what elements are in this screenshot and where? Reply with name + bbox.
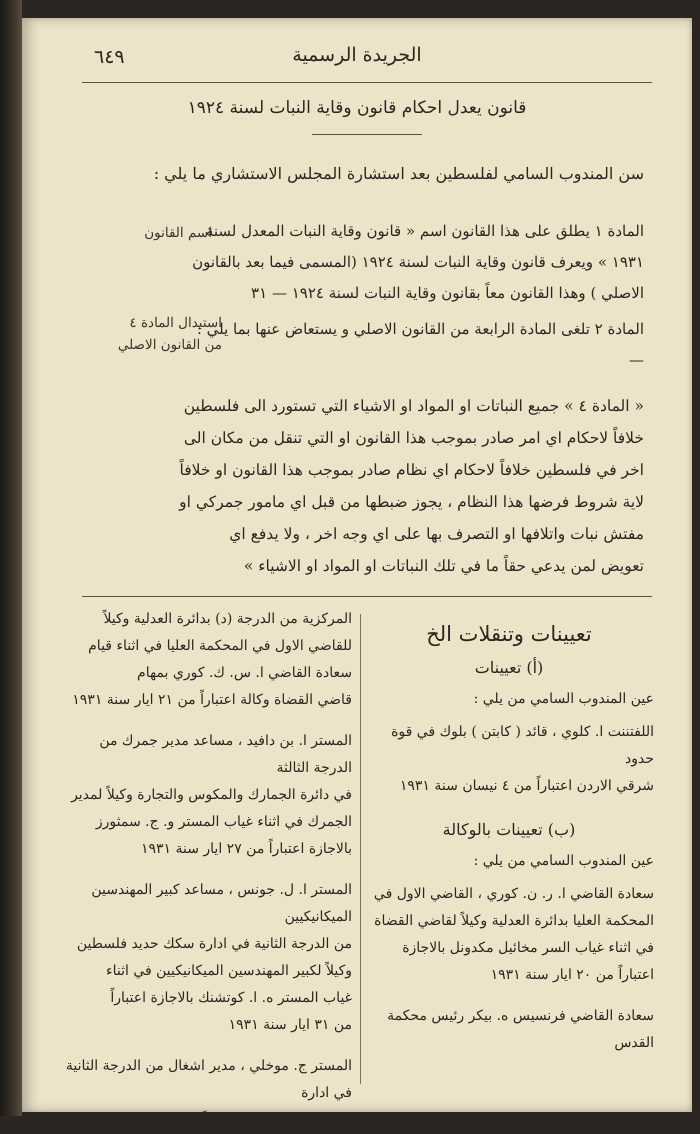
quote-line: تعويض لمن يدعي حقاً ما في تلك النباتات او المواد او الاشياء » xyxy=(243,557,644,575)
enacting-clause: سن المندوب السامي لفلسطين بعد استشارة المجلس الاستشاري ما يلي : xyxy=(153,164,644,183)
appointment-entry xyxy=(364,1003,654,1057)
entry-line: في اثناء غياب السر مخائيل مكدونل بالاجازة xyxy=(402,940,654,956)
quote-line: اخر في فلسطين خلافاً لاحكام اي نظام صادر بموجب هذا القانون او خلافاً xyxy=(179,461,644,479)
entry-line: اعتباراً من ٢٠ ايار سنة ١٩٣١ xyxy=(490,967,654,983)
section-divider xyxy=(82,596,652,597)
continued-column xyxy=(62,606,352,1134)
article2-margin-line: من القانون الاصلي xyxy=(117,337,222,353)
appointment-entry xyxy=(364,719,654,800)
book-binding xyxy=(0,0,22,1116)
entry-line: اللفتننت ا. كلوي ، قائد ( كابتن ) بلوك في قوة حدود xyxy=(391,724,654,767)
quote-line: خلافاً لاحكام اي امر صادر بموجب هذا القانون او التي تنقل من مكان الى xyxy=(183,429,644,447)
article-2: المادة ٢ تلغى المادة الرابعة من القانون الاصلي و يستعاض عنها بما يلي :— xyxy=(196,320,644,369)
article-1-line: الاصلي ) وهذا القانون معاً بقانون وقاية النبات لسنة ١٩٢٤ — ٣١ xyxy=(251,284,644,302)
entry-line: شرقي الاردن اعتباراً من ٤ نيسان سنة ١٩٣١ xyxy=(399,778,654,794)
gazette-page xyxy=(22,18,692,1128)
subsection-a-title: (أ) تعيينات xyxy=(474,658,544,677)
law-title: قانون يعدل احكام قانون وقاية النبات لسنة ١٩٢٤ xyxy=(187,98,527,118)
entry-line: من ٣١ ايار سنة ١٩٣١ xyxy=(228,1017,352,1033)
article-1-line: المادة ١ يطلق على هذا القانون اسم « قانون وقاية النبات المعدل لسنة xyxy=(205,222,644,240)
title-underline xyxy=(312,134,422,135)
entry-line: وكيلاً لكبير المهندسين الميكانيكيين في اثناء xyxy=(106,963,352,979)
subsection-b-title: (ب) تعيينات بالوكالة xyxy=(442,820,576,839)
column-divider xyxy=(360,614,361,1084)
entry-line: للقاضي الاول في المحكمة العليا في اثناء قيام xyxy=(88,638,352,654)
entry-line: بالاجازة اعتباراً من ٢٧ ايار سنة ١٩٣١ xyxy=(140,841,352,857)
entry-line: من الدرجة الثانية في ادارة سكك حديد فلسطين xyxy=(76,936,352,952)
page-title: الجريدة الرسمية xyxy=(292,44,422,66)
subsection-a-intro: عين المندوب السامي من يلي : xyxy=(473,691,654,707)
header-divider xyxy=(82,82,652,83)
entry-line: غياب المستر ه. ا. كوتشنك بالاجازة اعتباراً xyxy=(110,990,352,1006)
entry-line: سكك حديد فلسطين وكيلاً لمساعد كبير xyxy=(127,1112,352,1128)
appointment-entry xyxy=(62,728,352,863)
appointments-column xyxy=(364,622,654,1057)
subsection-b-intro: عين المندوب السامي من يلي : xyxy=(473,853,654,869)
section-title: تعيينات وتنقلات الخ xyxy=(426,622,592,646)
quote-line: مفتش نبات واتلافها او التصرف بها على اي وجه اخر ، ولا يدفع اي xyxy=(229,525,644,543)
appointment-entry xyxy=(364,881,654,989)
entry-line: سعادة القاضي فرنسيس ه. بيكر رئيس محكمة القدس xyxy=(387,1008,654,1051)
quote-line: لاية شروط فرضها هذا النظام ، يجوز ضبطها من قبل اي مامور جمركي او xyxy=(179,493,644,511)
appointment-entry xyxy=(62,1053,352,1134)
quote-line: « المادة ٤ » جميع النباتات او المواد او الاشياء التي تستورد الى فلسطين xyxy=(183,397,644,415)
article2-margin-line: استبدال المادة ٤ xyxy=(129,315,222,331)
appointment-entry xyxy=(62,606,352,714)
page-number: ٦٤٩ xyxy=(94,46,125,68)
entry-line: سعادة القاضي ا. ر. ن. كوري ، القاضي الاول في xyxy=(373,886,654,902)
entry-line: المركزية من الدرجة (د) بدائرة العدلية وكيلاً xyxy=(103,611,352,627)
article-1-line: ١٩٣١ » ويعرف قانون وقاية النبات لسنة ١٩٢٤ (المسمى فيما بعد بالقانون xyxy=(192,253,644,271)
entry-line: المستر ا. بن دافيد ، مساعد مدير جمرك من الدرجة الثالثة xyxy=(99,733,352,776)
article-1 xyxy=(124,216,644,309)
entry-line: في دائرة الجمارك والمكوس والتجارة وكيلاً لمدير xyxy=(71,787,352,803)
appointment-entry xyxy=(62,877,352,1039)
entry-line: المحكمة العليا بدائرة العدلية وكيلاً لقاضي القضاة xyxy=(374,913,654,929)
quoted-article-4 xyxy=(84,390,644,582)
entry-line: الجمرك في اثناء غياب المستر و. ج. سمثورز xyxy=(95,814,352,830)
entry-line: سعادة القاضي ا. س. ك. كوري بمهام xyxy=(137,665,352,681)
entry-line: قاضي القضاة وكالة اعتباراً من ٢١ ايار سنة ١٩٣١ xyxy=(72,692,352,708)
article1-margin-note: اسم القانون xyxy=(144,225,212,241)
entry-line: المستر ج. موخلي ، مدير اشغال من الدرجة الثانية في ادارة xyxy=(65,1058,352,1101)
entry-line: المستر ا. ل. جونس ، مساعد كبير المهندسين الميكانيكيين xyxy=(91,882,352,925)
